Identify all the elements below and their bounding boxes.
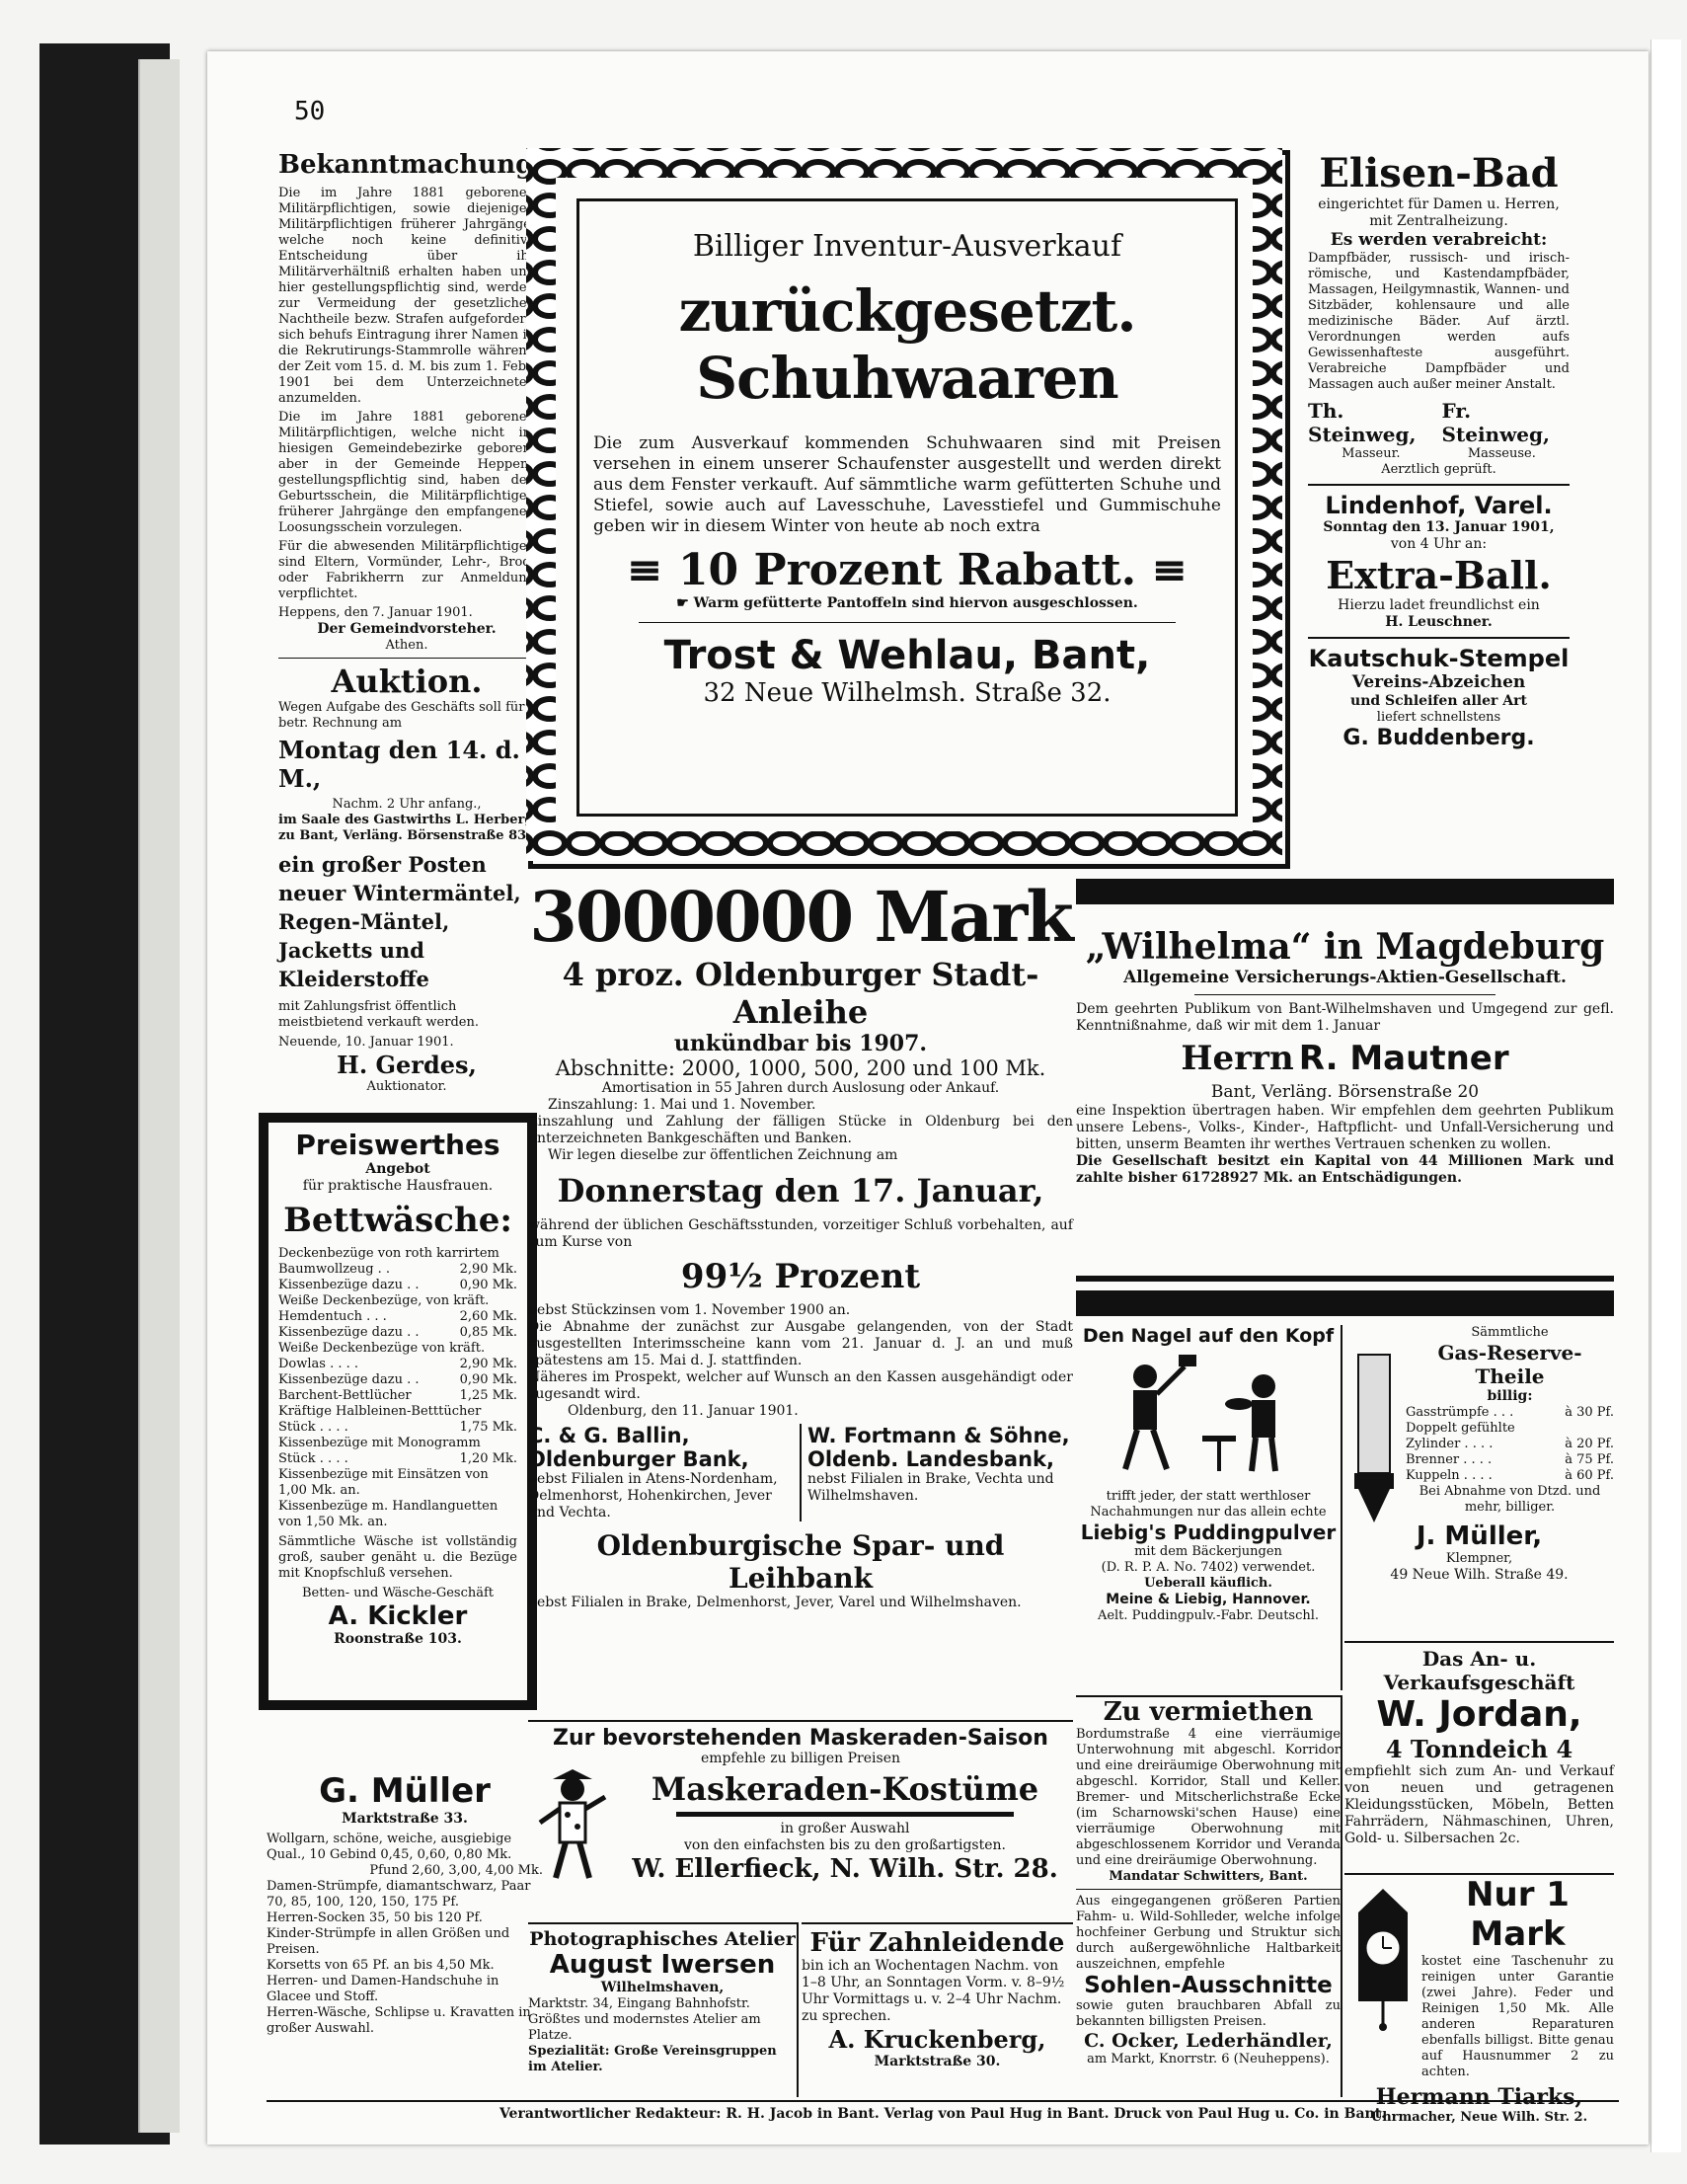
bank-name: C. & G. Ballin, [528, 1424, 690, 1447]
harlequin-icon [528, 1767, 617, 1886]
price-value: à 20 Pf. [1565, 1437, 1614, 1451]
left-column-top [278, 150, 543, 1167]
stempel-line3: liefert schnellstens [1376, 710, 1501, 725]
iwersen-line1: Photographisches Atelier [529, 1928, 796, 1950]
trost-ad [528, 150, 1290, 869]
price-value: à 30 Pf. [1565, 1405, 1614, 1420]
ocker-name: C. Ocker, Lederhändler, [1084, 2030, 1333, 2052]
ocker-address: am Markt, Knorrstr. 6 (Neuheppens). [1087, 2052, 1330, 2067]
gmueller-address: Marktstraße 33. [342, 1811, 468, 1827]
wilhelma-line1: Dem geehrten Publikum von Bant-Wilhelmshaven und Umgegend zur gefl. Kenntnißnahme, daß wir mit dem 1. Januar [1076, 1001, 1614, 1034]
bekanntmachung-p1: Die im Jahre 1881 geborenen Militärpflichtigen, sowie diejenigen Militärpflichtigen früherer Jahrgänge, welche noch keine definitive Entscheidung über ihr Militärverhältniß erhalten haben und hier gestellungspflichtig sind, werden zur Vermeidung der gesetzlichen Nachtheile bezw. Strafen aufgefordert, sich behufs Eintragung ihrer Namen in die Rekrutirungs-Stammrolle während der Zeit vom 15. d. M. bis zum 1. Febr. 1901 bei dem Unterzeichneten anzumelden. [278, 186, 535, 406]
wilhelma-address: Bant, Verläng. Börsenstraße 20 [1210, 1082, 1480, 1102]
baker-boy-icon [1076, 1347, 1341, 1485]
price-label: Doppelt gefühlte [1406, 1421, 1515, 1436]
price-label: Kuppeln . . . . [1406, 1468, 1493, 1483]
kickler-ad [259, 1113, 537, 1710]
ocker-line2: sowie guten brauchbaren Abfall zu bekannten billigsten Preisen. [1076, 1998, 1341, 2029]
lindenhof-name: H. Leuschner. [1385, 614, 1493, 630]
price-label: Baumwollzeug . . [278, 1262, 391, 1277]
anleihe-line: Näheres im Prospekt, welcher auf Wunsch an den Kassen ausgehändigt oder zugesandt wird. [528, 1369, 1073, 1402]
book-gutter [138, 59, 180, 2133]
jmueller-line3: Bei Abnahme von Dtzd. und mehr, billiger. [1419, 1484, 1601, 1515]
price-row [1406, 1421, 1614, 1437]
anleihe-date: Donnerstag den 17. Januar, [557, 1172, 1044, 1209]
price-row [1406, 1405, 1614, 1421]
price-row [278, 1246, 517, 1262]
iwersen-line2: Wilhelmshaven, [600, 1980, 725, 1995]
lindenhof-line3: Hierzu ladet freundlichst ein [1338, 597, 1540, 613]
wilhelma-title: „Wilhelma“ in Magdeburg [1085, 926, 1605, 968]
price-row [278, 1372, 517, 1388]
anleihe-line: Zinszahlung: 1. Mai und 1. November. [548, 1097, 816, 1113]
jmueller-line1: Sämmtliche [1471, 1325, 1549, 1340]
liebig-line1: trifft jeder, der statt werthloser Nachahmungen nur das allein echte [1090, 1489, 1327, 1520]
anleihe-line: während der üblichen Geschäftsstunden, vorzeitiger Schluß vorbehalten, auf zum Kurse von [528, 1217, 1073, 1250]
price-value: 0,85 Mk. [459, 1325, 517, 1340]
elisen-name2: Fr. Steinweg, [1441, 399, 1550, 446]
bank-ballin [528, 1424, 802, 1521]
price-value: 2,90 Mk. [459, 1262, 517, 1277]
elisen-role1: Masseur. [1342, 446, 1401, 461]
bekanntmachung-p2: Die im Jahre 1881 geborenen Militärpflichtigen, welche nicht im hiesigen Gemeindebezirke geboren, aber in der Gemeinde Heppens gestellungspflichtig sind, haben den Geburtsschein, die Militärpflichtigen früherer Jahrgänge den empfangenen Loosungsschein vorzulegen. [278, 410, 535, 535]
ocker-line1: Aus eingegangenen größeren Partien Fahm- u. Wild-Sohlleder, welche infolge hochfeiner Gerbung und Struktur sich durch außergewöhnliche Haltbarkeit auszeichnen, empfehle [1076, 1894, 1341, 1972]
price-label: Kissenbezüge mit Monogramm [278, 1436, 481, 1450]
gmueller-line: Kinder-Strümpfe in allen Größen und Preisen. [267, 1926, 510, 1957]
auktion-goods: ein großer Posten neuer Wintermäntel, Regen-Mäntel, Jacketts und Kleiderstoffe [278, 852, 521, 991]
jordan-body: empfiehlt sich zum An- und Verkauf von neuen und getragenen Kleidungsstücken, Möbeln, Betten Fahrrädern, Nähmaschinen, Uhren, Gold- u. Silbersachen 2c. [1344, 1763, 1614, 1846]
price-value: 2,60 Mk. [459, 1309, 517, 1324]
liebig-line4: Meine & Liebig, Hannover. [1106, 1592, 1311, 1607]
black-bar [1076, 1276, 1614, 1282]
price-value: 0,90 Mk. [459, 1372, 517, 1387]
price-label: Zylinder . . . . [1406, 1437, 1494, 1451]
bank-name: Oldenb. Landesbank, [807, 1447, 1054, 1471]
bank-branches: nebst Filialen in Brake, Vechta und Wilhelmshaven. [807, 1471, 1054, 1504]
price-row [278, 1325, 517, 1341]
trost-address: 32 Neue Wilhelmsh. Straße 32. [703, 678, 1112, 708]
anleihe-line: Wir legen dieselbe zur öffentlichen Zeichnung am [548, 1147, 898, 1163]
gmueller-line: Korsetts von 65 Pf. an bis 4,50 Mk. [267, 1958, 495, 1973]
bank-branches: nebst Filialen in Brake, Delmenhorst, Jever, Varel und Wilhelmshaven. [528, 1595, 1022, 1610]
lindenhof-line1: Sonntag den 13. Januar 1901, [1323, 519, 1555, 535]
trost-headline: zurückgesetzt. Schuhwaaren [678, 277, 1136, 412]
elisen-line3: Dampfbäder, russisch- und irisch-römische, und Kastendampfbäder, Massagen, Heilgymnastik, Wannen- und Sitzbäder, kohlensaure und alle medizinische Bäder. Auf ärztl. Verordnungen werden aufs Gewissenhafteste ausgeführt. Verabreiche Dampfbäder und Massagen auch außer meiner Anstalt. [1308, 251, 1570, 392]
kickler-title: Preiswerthes [295, 1129, 500, 1161]
auktion-role: Auktionator. [366, 1079, 447, 1094]
bekanntmachung-date: Heppens, den 7. Januar 1901. [278, 605, 473, 620]
maskerade-line4: von den einfachsten bis zu den großartigsten. [684, 1836, 1006, 1853]
price-row [1406, 1452, 1614, 1468]
maskerade-title: Maskeraden-Kostüme [651, 1769, 1039, 1808]
anleihe-line: Die Abnahme der zunächst zur Ausgabe gelangenden, von der Stadt ausgestellten Interimsscheine kann vom 21. Januar d. J. an und muß spätestens am 15. Mai d. J. stattfinden. [528, 1319, 1073, 1368]
price-row [278, 1467, 517, 1483]
wilhelma-sub: Allgemeine Versicherungs-Aktien-Gesellschaft. [1123, 968, 1567, 987]
price-label: Deckenbezüge von roth karrirtem [278, 1246, 499, 1261]
maskerade-text [617, 1770, 1073, 1884]
kickler-sub2: für praktische Hausfrauen. [302, 1178, 494, 1194]
price-row [278, 1404, 517, 1420]
gmueller-line: Herren- und Damen-Handschuhe in Glacee und Stoff. [267, 1974, 499, 2004]
iwersen-line3: Marktstr. 34, Eingang Bahnhofstr. [528, 1996, 750, 2011]
bank-branches: nebst Filialen in Atens-Nordenham, Delmenhorst, Hohenkirchen, Jever und Vechta. [528, 1471, 778, 1521]
black-bar [1076, 879, 1614, 904]
maskerade-name: W. Ellerfieck, N. Wilh. Str. 28. [632, 1853, 1058, 1884]
price-label: Hemdentuch . . . [278, 1309, 387, 1324]
vermiethen-body: Bordumstraße 4 eine vierräumige Unterwohnung mit abgeschl. Korridor und eine dreiräumige Oberwohnung mit abgeschl. Korridor, Stall und Keller. Bremer- und Mitscherlichstraße Ecke (im Scharnowski'schen Hause) eine vierräumige Oberwohnung mit abgeschlossenem Korridor und Veranda und eine dreiräumige Oberwohnung. [1076, 1727, 1341, 1868]
price-label: Kissenbezüge m. Handlanguetten [278, 1499, 498, 1514]
zahn-address: Marktstraße 30. [874, 2054, 1001, 2069]
price-row [278, 1483, 517, 1499]
trost-body: Die zum Ausverkauf kommenden Schuhwaaren sind mit Preisen versehen in einem unserer Schaufenster ausgestellt und werden direkt aus dem Fenster verkauft. Auf sämmtliche warm gefütterten Schuhe und Stiefel, sowie auch auf Lavesschuhe, Lavesstiefel und Gummischuhe geben wir in diesem Winter von heute ab noch extra [593, 433, 1221, 536]
black-bar [1076, 1290, 1614, 1316]
trost-exclusion-text: Warm gefütterte Pantoffeln sind hiervon ausgeschlossen. [693, 595, 1138, 611]
jordan-ad [1344, 1641, 1614, 1870]
maskerade-line3: in großer Auswahl [780, 1820, 910, 1836]
clock-icon [1348, 1883, 1418, 2031]
anleihe-line: unkündbar bis 1907. [673, 1031, 928, 1056]
price-label: Gasstrümpfe . . . [1406, 1405, 1514, 1420]
lindenhof-ball: Extra-Ball. [1326, 553, 1552, 597]
zahn-title: Für Zahnleidende [809, 1928, 1065, 1958]
liebig-brand: Liebig's Puddingpulver [1080, 1521, 1337, 1544]
jordan-line1: Das An- u. Verkaufsgeschäft [1383, 1647, 1575, 1694]
price-label: Barchent-Bettlücher [278, 1388, 412, 1403]
stempel-line2: und Schleifen aller Art [1350, 693, 1527, 709]
jmueller-address: 49 Neue Wilh. Straße 49. [1390, 1567, 1569, 1583]
iwersen-line4: Größtes und modernstes Atelier am Platze. [528, 2012, 761, 2043]
zahn-body: bin ich an Wochentagen Nachm. von 1–8 Uhr, an Sonntagen Vorm. v. 8–9½ Uhr Vormittags u. v. 2–4 Uhr Nachm. zu sprechen. [802, 1958, 1065, 2024]
price-value: à 75 Pf. [1565, 1452, 1614, 1467]
price-label: Kräftige Halbleinen-Betttücher [278, 1404, 482, 1419]
anleihe-line: nebst Stückzinsen vom 1. November 1900 an. [528, 1302, 851, 1318]
price-row [278, 1436, 517, 1451]
price-row [278, 1388, 517, 1404]
price-label: Weiße Deckenbezüge von kräft. [278, 1341, 486, 1356]
price-row [278, 1499, 517, 1515]
elisen-role3: Aerztlich geprüft. [1381, 462, 1496, 477]
price-label: Kissenbezüge dazu . . [278, 1278, 420, 1292]
trost-line1: Billiger Inventur-Ausverkauf [692, 229, 1122, 264]
anleihe-line: Abschnitte: 2000, 1000, 500, 200 und 100 Mk. [555, 1056, 1046, 1080]
newspaper-page [207, 51, 1649, 2145]
auktion-intro: Wegen Aufgabe des Geschäfts soll für betr. Rechnung am [278, 700, 525, 731]
anleihe-kurs: 99½ Prozent [680, 1257, 921, 1296]
divider [1194, 994, 1495, 995]
kickler-address: Roonstraße 103. [334, 1631, 462, 1647]
gmueller-line: Pfund 2,60, 3,00, 4,00 Mk. [369, 1863, 543, 1878]
tiarks-role: Uhrmacher, Neue Wilh. Str. 2. [1370, 2110, 1588, 2125]
divider [676, 1812, 1014, 1817]
iwersen-ad [528, 1922, 799, 2097]
vermiethen-title: Zu vermiethen [1103, 1697, 1314, 1727]
price-label: Stück . . . . [278, 1451, 348, 1466]
elisen-line1: eingerichtet für Damen u. Herren, mit Zentralheizung. [1318, 196, 1560, 229]
kickler-price-list [278, 1246, 517, 1530]
ocker-title: Sohlen-Ausschnitte [1084, 1973, 1333, 1998]
anleihe-title: 4 proz. Oldenburger Stadt-Anleihe [562, 956, 1039, 1031]
iwersen-name: August Iwersen [549, 1950, 776, 1980]
price-row [278, 1420, 517, 1436]
auktion-date-place: Neuende, 10. Januar 1901. [278, 1035, 454, 1050]
price-row [278, 1262, 517, 1278]
wilhelma-line2: eine Inspektion übertragen haben. Wir empfehlen dem geehrten Publikum unsere Lebens-, Volks-, Kinder-, Haftpflicht- und Unfall-Versicherung und bitten, unserm Beamten ihr werthes Vertrauen schenken zu wollen. [1076, 1103, 1614, 1152]
jmueller-role: Klempner, [1445, 1551, 1513, 1566]
bekanntmachung-title: Bekanntmachung. [278, 150, 543, 180]
stempel-title: Kautschuk-Stempel [1308, 645, 1570, 672]
divider [1308, 484, 1570, 486]
price-label: Kissenbezüge dazu . . [278, 1372, 420, 1387]
jmueller-line2: billig: [1487, 1388, 1533, 1404]
price-label: Brenner . . . . [1406, 1452, 1493, 1467]
footer-imprint: Verantwortlicher Redakteur: R. H. Jacob in Bant. Verlag von Paul Hug in Bant. Druck von Paul Hug u. Co. in Bant. [498, 2106, 1387, 2122]
vermiethen-sig: Mandatar Schwitters, Bant. [1109, 1869, 1308, 1884]
bank-name: W. Fortmann & Söhne, [807, 1424, 1070, 1447]
auktion-title: Auktion. [331, 663, 483, 700]
auktion-place: im Saale des Gastwirths L. Herberg zu Bant, Verläng. Börsenstraße 83: [278, 813, 534, 843]
price-value: 1,20 Mk. [459, 1451, 517, 1466]
liebig-line5: Aelt. Puddingpulv.-Fabr. Deutschl. [1097, 1608, 1320, 1623]
auktion-name: H. Gerdes, [337, 1051, 477, 1079]
divider [1076, 1889, 1341, 1890]
wilhelma-agent [1076, 1039, 1614, 1078]
kickler-dept: Betten- und Wäsche-Geschäft [301, 1586, 495, 1600]
gmueller-name: G. Müller [319, 1771, 491, 1811]
price-row [278, 1451, 517, 1467]
jordan-address: 4 Tonndeich 4 [1385, 1735, 1573, 1763]
lindenhof-title: Lindenhof, Varel. [1325, 492, 1553, 519]
trost-rabatt: ≡ 10 Prozent Rabatt. ≡ [626, 545, 1189, 595]
bank-sparbank: Oldenburgische Spar- und Leihbank [596, 1529, 1005, 1595]
lindenhof-line2: von 4 Uhr an: [1390, 536, 1488, 552]
liebig-line2: (D. R. P. A. No. 7402) verwendet. [1101, 1560, 1316, 1575]
trost-exclusion: ☛ Warm gefütterte Pantoffeln sind hiervon ausgeschlossen. [676, 595, 1138, 611]
divider [1308, 637, 1570, 639]
kickler-note: Sämmtliche Wäsche ist vollständig groß, sauber genäht u. die Bezüge mit Knopfschluß versehen. [278, 1534, 517, 1581]
elisen-role2: Masseuse. [1467, 446, 1536, 461]
page-number: 50 [294, 97, 326, 126]
tiarks-body: kostet eine Taschenuhr zu reinigen unter Garantie (zwei Jahre). Feder und Reinigen 1,50 Mk. Alle anderen Reparaturen ebenfalls billigst. Bitte genau auf Hausnummer 2 zu achten. [1421, 1954, 1614, 2079]
auktion-date: Montag den 14. d. M., [278, 736, 520, 793]
price-row [278, 1357, 517, 1372]
zahn-ad [802, 1922, 1073, 2097]
footer [267, 2100, 1619, 2128]
liebig-ad [1076, 1325, 1342, 1690]
price-value: 0,90 Mk. [459, 1278, 517, 1292]
gmueller-line: Wollgarn, schöne, weiche, ausgiebige Qual., 10 Gebind 0,45, 0,60, 0,80 Mk. [267, 1832, 512, 1862]
price-row [278, 1515, 517, 1530]
wilhelma-ad [1076, 910, 1614, 1305]
maskerade-body [528, 1767, 1073, 1886]
divider [278, 658, 535, 659]
bank-fortmann [802, 1424, 1073, 1521]
price-label: Weiße Deckenbezüge, von kräft. [278, 1293, 490, 1308]
bank-name: Oldenburger Bank, [528, 1447, 749, 1471]
price-value: 1,25 Mk. [459, 1388, 517, 1403]
elisen-name1: Th. Steinweg, [1308, 399, 1417, 446]
liebig-title: Den Nagel auf den Kopf [1082, 1325, 1335, 1347]
price-label: Kissenbezüge mit Einsätzen von [278, 1467, 489, 1482]
wilhelma-herrn: Herrn [1181, 1039, 1294, 1078]
price-label: Kissenbezüge dazu . . [278, 1325, 420, 1340]
tiarks-title: Nur 1 Mark [1466, 1875, 1570, 1954]
anleihe-ad [528, 876, 1073, 1718]
vermiethen-ad [1076, 1695, 1342, 2097]
gas-lamp-icon [1344, 1345, 1404, 1532]
gmueller-line: Herren-Wäsche, Schlipse u. Kravatten in großer Auswahl. [267, 2005, 531, 2036]
anleihe-line: Oldenburg, den 11. Januar 1901. [568, 1403, 799, 1419]
anleihe-banks [528, 1424, 1073, 1521]
price-row [278, 1278, 517, 1293]
liebig-brand2: mit dem Bäckerjungen [1134, 1544, 1282, 1559]
stempel-name: G. Buddenberg. [1342, 726, 1535, 750]
bekanntmachung-signer-name: Athen. [385, 638, 428, 653]
anleihe-line: Amortisation in 55 Jahren durch Auslosung oder Ankauf. [601, 1080, 1000, 1096]
price-row [1406, 1437, 1614, 1452]
tiarks-text [1421, 1875, 1614, 2080]
trost-firm: Trost & Wehlau, Bant, [663, 633, 1151, 678]
bekanntmachung-p3: Für die abwesenden Militärpflichtigen sind Eltern, Vormünder, Lehr-, Brod- oder Fabrikherrn zur Anmeldung verpflichtet. [278, 539, 535, 601]
jmueller-name: J. Müller, [1416, 1521, 1543, 1551]
gmueller-line: Herren-Socken 35, 50 bis 120 Pf. [267, 1911, 483, 1925]
iwersen-line5: Spezialität: Große Vereinsgruppen im Atelier. [528, 2044, 777, 2074]
tiarks-ad [1344, 1873, 1614, 2125]
price-row [278, 1341, 517, 1357]
jmueller-ad [1344, 1325, 1614, 1641]
price-row [1406, 1468, 1614, 1484]
price-value: à 60 Pf. [1565, 1468, 1614, 1483]
kickler-sub1: Angebot [365, 1161, 430, 1177]
gmueller-ad [267, 1771, 543, 2087]
elisen-roles [1308, 446, 1570, 462]
zahn-name: A. Kruckenberg, [828, 2025, 1046, 2054]
maskerade-ad [528, 1720, 1073, 1919]
anleihe-amount: 3000000 Mark [529, 876, 1072, 958]
jordan-name: W. Jordan, [1376, 1694, 1582, 1735]
price-label: 1,00 Mk. an. [278, 1483, 360, 1498]
auktion-terms: mit Zahlungsfrist öffentlich meistbietend verkauft werden. [278, 999, 479, 1030]
price-label: von 1,50 Mk. an. [278, 1515, 388, 1529]
jmueller-text [1406, 1325, 1614, 1516]
liebig-line3: Ueberall käuflich. [1144, 1576, 1272, 1591]
jmueller-title: Gas-Reserve-Theile [1437, 1341, 1582, 1388]
anleihe-line: Zinszahlung und Zahlung der fälligen Stücke in Oldenburg bei den unterzeichneten Bankgeschäften und Banken. [528, 1114, 1073, 1146]
divider [639, 622, 1176, 623]
stempel-line1: Vereins-Abzeichen [1351, 672, 1526, 692]
price-row [278, 1293, 517, 1309]
right-column-top [1308, 150, 1570, 881]
price-value: 2,90 Mk. [459, 1357, 517, 1371]
maskerade-line2: empfehle zu billigen Preisen [700, 1751, 900, 1766]
elisen-names [1308, 399, 1570, 446]
jmueller-price-list [1406, 1405, 1614, 1484]
elisen-line2: Es werden verabreicht: [1330, 230, 1548, 250]
maskerade-line1: Zur bevorstehenden Maskeraden-Saison [553, 1726, 1048, 1751]
bekanntmachung-signer: Der Gemeindvorsteher. [317, 621, 497, 637]
trost-rabatt-text: 10 Prozent Rabatt. [677, 545, 1137, 595]
tiarks-name: Hermann Tiarks, [1375, 2084, 1583, 2110]
kickler-heading: Bettwäsche: [283, 1201, 512, 1240]
gmueller-line: Damen-Strümpfe, diamantschwarz, Paar 70, 85, 100, 120, 150, 175 Pf. [267, 1879, 531, 1910]
wilhelma-line3: Die Gesellschaft besitzt ein Kapital von 44 Millionen Mark und zahlte bisher 61728927 Mk. an Entschädigungen. [1076, 1153, 1614, 1186]
elisen-title: Elisen-Bad [1319, 150, 1559, 196]
price-label: Stück . . . . [278, 1420, 348, 1435]
price-label: Dowlas . . . . [278, 1357, 359, 1371]
kickler-name: A. Kickler [328, 1601, 468, 1631]
page-edge [1650, 39, 1681, 2152]
wilhelma-name: R. Mautner [1298, 1039, 1509, 1078]
price-value: 1,75 Mk. [459, 1420, 517, 1435]
price-row [278, 1309, 517, 1325]
auktion-time: Nachm. 2 Uhr anfang., [332, 797, 482, 812]
